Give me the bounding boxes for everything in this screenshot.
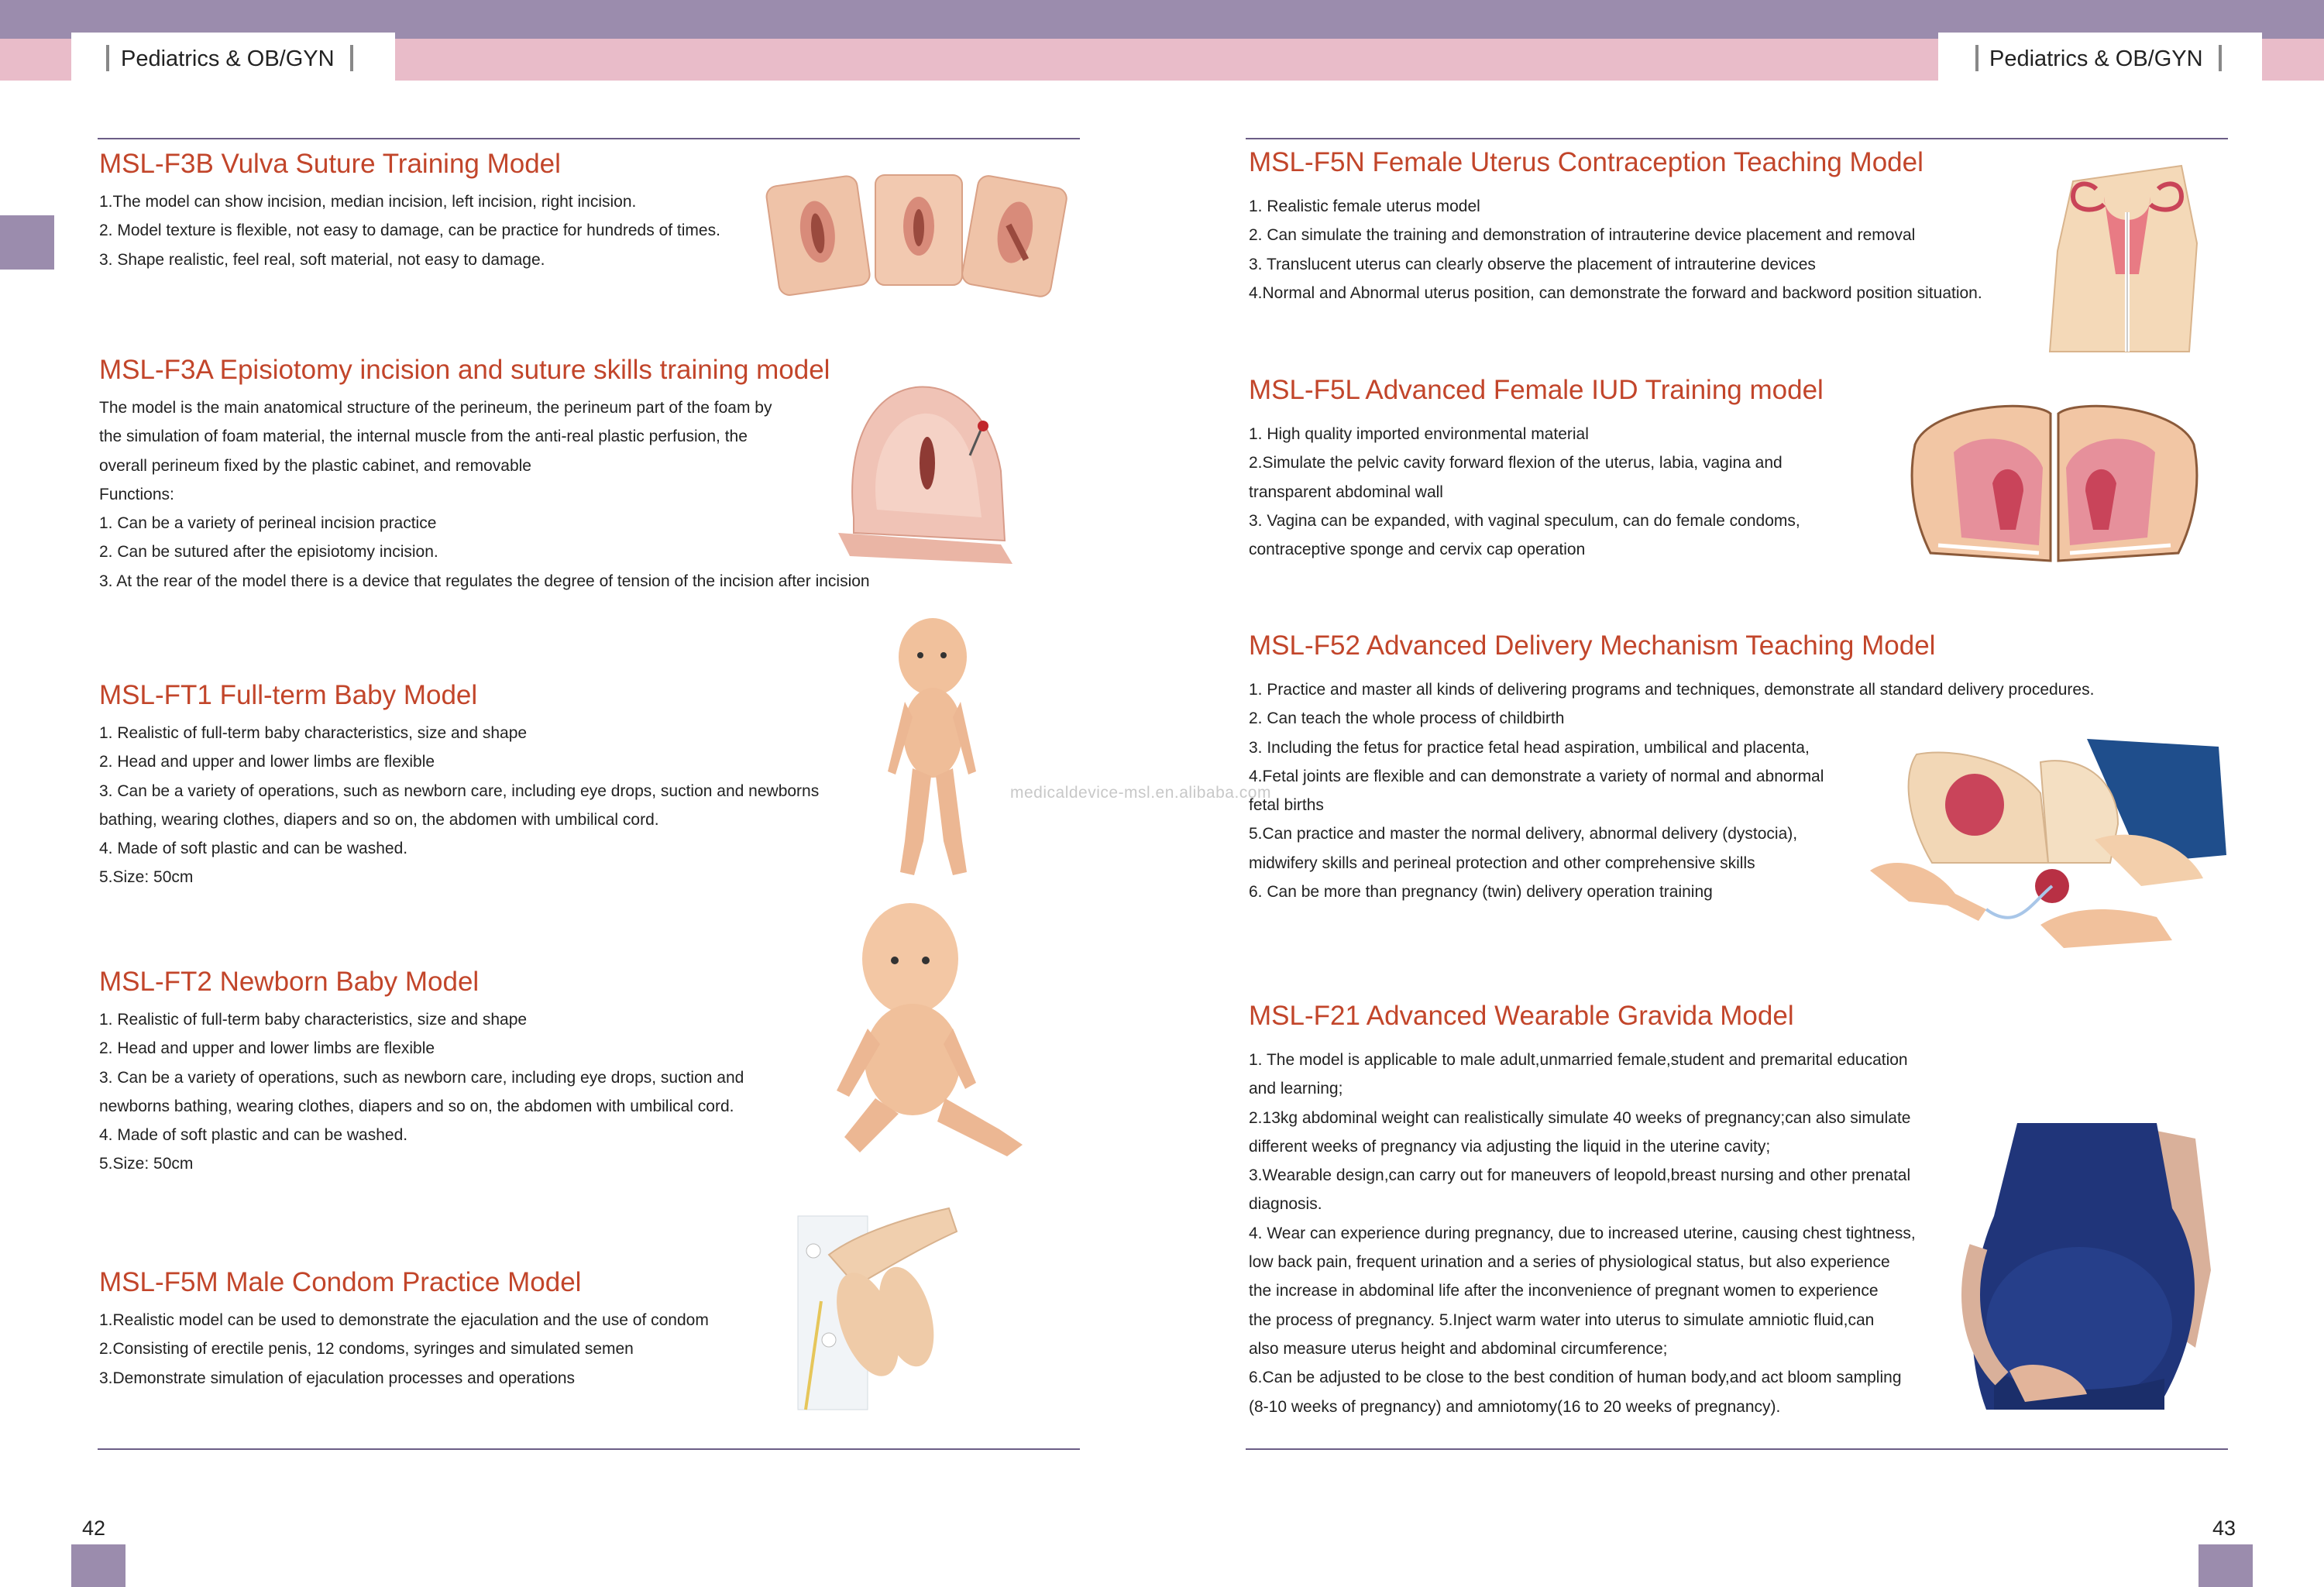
desc-line: 4. Wear can experience during pregnancy, due to increased uterine, causing chest tightness, xyxy=(1249,1224,1916,1242)
product-msl-f5m xyxy=(99,1267,709,1393)
desc-line: 5.Can practice and master the normal delivery, abnormal delivery (dystocia), xyxy=(1249,825,1798,843)
desc-line: the increase in abdominal life after the inconvenience of pregnant women to experience xyxy=(1249,1282,1879,1300)
desc-line: 3. At the rear of the model there is a device that regulates the degree of tension of the incision after incision xyxy=(99,572,870,590)
desc-line: 4.Fetal joints are flexible and can demonstrate a variety of normal and abnormal xyxy=(1249,767,1824,785)
left-tab-bar-left xyxy=(106,45,109,71)
product-title: MSL-F21 Advanced Wearable Gravida Model xyxy=(1249,1001,1794,1031)
desc-line: different weeks of pregnancy via adjusting the liquid in the uterine cavity; xyxy=(1249,1137,1771,1156)
desc-line: 5.Size: 50cm xyxy=(99,868,194,887)
page-block-right xyxy=(2199,1544,2253,1587)
desc-line: 1.Realistic model can be used to demonstrate the ejaculation and the use of condom xyxy=(99,1311,709,1329)
product-description xyxy=(1249,192,1982,307)
desc-line: low back pain, frequent urination and a series of physiological status, but also experience xyxy=(1249,1253,1890,1272)
wearable-gravida-image xyxy=(1963,1115,2219,1425)
full-term-baby-image xyxy=(877,617,985,885)
left-bottom-rule xyxy=(98,1448,1080,1450)
right-top-rule xyxy=(1246,138,2228,139)
desc-line: midwifery skills and perineal protection and other comprehensive skills xyxy=(1249,854,1755,872)
desc-line: 1. The model is applicable to male adult,unmarried female,student and premarital education xyxy=(1249,1051,1908,1069)
left-tab-bar-right xyxy=(350,45,353,71)
product-description xyxy=(99,393,870,596)
product-msl-f5l xyxy=(1249,375,1824,564)
product-title: MSL-F3A Episiotomy incision and suture skills training model xyxy=(99,355,830,385)
desc-line: 2. Can simulate the training and demonstration of intrauterine device placement and removal xyxy=(1249,226,1916,245)
desc-line: 2.Consisting of erectile penis, 12 condoms, syringes and simulated semen xyxy=(99,1340,634,1359)
desc-line: 4. Made of soft plastic and can be washed. xyxy=(99,1126,408,1145)
watermark: medicaldevice-msl.en.alibaba.com xyxy=(1010,784,1271,802)
right-tab-bar-right xyxy=(2219,45,2222,71)
desc-line: diagnosis. xyxy=(1249,1195,1322,1214)
desc-line: 2. Can teach the whole process of childbirth xyxy=(1249,709,1565,728)
desc-line: 2. Head and upper and lower limbs are flexible xyxy=(99,753,435,771)
product-title: MSL-F52 Advanced Delivery Mechanism Teaching Model xyxy=(1249,630,1936,661)
desc-line: 2. Can be sutured after the episiotomy incision. xyxy=(99,543,438,562)
desc-line: 1. Realistic female uterus model xyxy=(1249,198,1480,215)
product-title: MSL-FT1 Full-term Baby Model xyxy=(99,680,478,710)
iud-training-model-image xyxy=(1907,398,2202,570)
product-title: MSL-FT2 Newborn Baby Model xyxy=(99,967,480,997)
desc-line: 3.Demonstrate simulation of ejaculation processes and operations xyxy=(99,1369,576,1387)
desc-line: contraceptive sponge and cervix cap operation xyxy=(1249,541,1586,559)
desc-line: fetal births xyxy=(1249,796,1324,815)
page-number-right: 43 xyxy=(2212,1517,2236,1540)
vulva-models-image xyxy=(767,164,1065,304)
product-msl-f3b xyxy=(99,149,720,274)
delivery-mechanism-image xyxy=(1862,731,2230,960)
desc-line: and learning; xyxy=(1249,1080,1343,1098)
desc-line: 1. Practice and master all kinds of delivering programs and techniques, demonstrate all standard delivery procedures. xyxy=(1249,681,2095,699)
desc-line: 2. Head and upper and lower limbs are flexible xyxy=(99,1039,435,1058)
product-description xyxy=(1249,1046,1916,1421)
desc-line: 5.Size: 50cm xyxy=(99,1155,194,1173)
product-title: MSL-F3B Vulva Suture Training Model xyxy=(99,149,561,179)
desc-line: 1.The model can show incision, median incision, left incision, right incision. xyxy=(99,193,637,211)
product-msl-ft1 xyxy=(99,680,819,892)
desc-line: 3. Vagina can be expanded, with vaginal speculum, can do female condoms, xyxy=(1249,511,1800,530)
desc-line: 3.Wearable design,can carry out for maneuvers of leopold,breast nursing and other prenatal xyxy=(1249,1166,1911,1185)
page-block-left xyxy=(71,1544,125,1587)
desc-line: 2. Model texture is flexible, not easy to damage, can be practice for hundreds of times. xyxy=(99,222,720,240)
product-description xyxy=(99,187,720,274)
desc-line: 4.Normal and Abnormal uterus position, can demonstrate the forward and backword position situation. xyxy=(1249,283,1982,302)
desc-line: 3. Can be a variety of operations, such as newborn care, including eye drops, suction and newborns xyxy=(99,781,820,800)
desc-line: newborns bathing, wearing clothes, diapers and so on, the abdomen with umbilical cord. xyxy=(99,1097,734,1115)
desc-line: 3. Shape realistic, feel real, soft material, not easy to damage. xyxy=(99,250,545,269)
product-description xyxy=(99,1306,709,1393)
desc-line: 3. Can be a variety of operations, such as newborn care, including eye drops, suction and xyxy=(99,1068,744,1087)
right-tab-bar-left xyxy=(1975,45,1978,71)
desc-line: 3. Translucent uterus can clearly observe the placement of intrauterine devices xyxy=(1249,255,1816,273)
desc-line: 6.Can be adjusted to be close to the best condition of human body,and act bloom sampling xyxy=(1249,1369,1902,1387)
uterus-contraception-image xyxy=(2042,158,2205,359)
desc-line: 4. Made of soft plastic and can be washed. xyxy=(99,840,408,858)
product-title: MSL-F5M Male Condom Practice Model xyxy=(99,1267,582,1297)
product-msl-ft2 xyxy=(99,967,744,1179)
desc-line: overall perineum fixed by the plastic cabinet, and removable xyxy=(99,456,531,475)
desc-line: 3. Including the fetus for practice fetal head aspiration, umbilical and placenta, xyxy=(1249,738,1810,757)
product-title: MSL-F5L Advanced Female IUD Training model xyxy=(1249,375,1824,405)
male-condom-model-image xyxy=(782,1201,984,1425)
product-msl-f3a xyxy=(99,355,870,596)
left-section-label: Pediatrics & OB/GYN xyxy=(121,46,335,71)
desc-line: also measure uterus height and abdominal circumference; xyxy=(1249,1339,1668,1358)
right-section-label: Pediatrics & OB/GYN xyxy=(1989,46,2203,71)
desc-line: bathing, wearing clothes, diapers and so on, the abdomen with umbilical cord. xyxy=(99,810,659,829)
product-msl-f21 xyxy=(1249,1001,1916,1421)
right-bottom-rule xyxy=(1246,1448,2228,1450)
desc-line: 2.13kg abdominal weight can realistically simulate 40 weeks of pregnancy;can also simulate xyxy=(1249,1108,1911,1127)
product-description xyxy=(1249,420,1824,564)
product-description xyxy=(99,719,819,892)
left-top-rule xyxy=(98,138,1080,139)
side-marker xyxy=(0,215,54,270)
desc-line: 1. Realistic of full-term baby characteristics, size and shape xyxy=(99,724,528,742)
product-title: MSL-F5N Female Uterus Contraception Teaching Model xyxy=(1249,147,1923,177)
product-description xyxy=(99,1005,744,1179)
desc-line: 2.Simulate the pelvic cavity forward flexion of the uterus, labia, vagina and xyxy=(1249,454,1783,472)
desc-line: The model is the main anatomical structure of the perineum, the perineum part of the foam by xyxy=(99,399,772,417)
desc-line: transparent abdominal wall xyxy=(1249,483,1443,501)
desc-line: 1. High quality imported environmental material xyxy=(1249,425,1589,443)
desc-line: the process of pregnancy. 5.Inject warm water into uterus to simulate amniotic fluid,can xyxy=(1249,1310,1875,1329)
product-msl-f5n xyxy=(1249,147,1982,307)
desc-line: 1. Realistic of full-term baby characteristics, size and shape xyxy=(99,1011,528,1029)
desc-line: (8-10 weeks of pregnancy) and amniotomy(16 to 20 weeks of pregnancy). xyxy=(1249,1397,1781,1416)
desc-line: Functions: xyxy=(99,485,174,503)
desc-line: 1. Can be a variety of perineal incision practice xyxy=(99,514,437,533)
episiotomy-model-image xyxy=(823,378,1024,568)
page-number-left: 42 xyxy=(82,1517,106,1540)
desc-line: 6. Can be more than pregnancy (twin) delivery operation training xyxy=(1249,883,1713,902)
newborn-baby-image xyxy=(821,897,1030,1164)
desc-line: the simulation of foam material, the internal muscle from the anti-real plastic perfusion, the xyxy=(99,428,748,446)
